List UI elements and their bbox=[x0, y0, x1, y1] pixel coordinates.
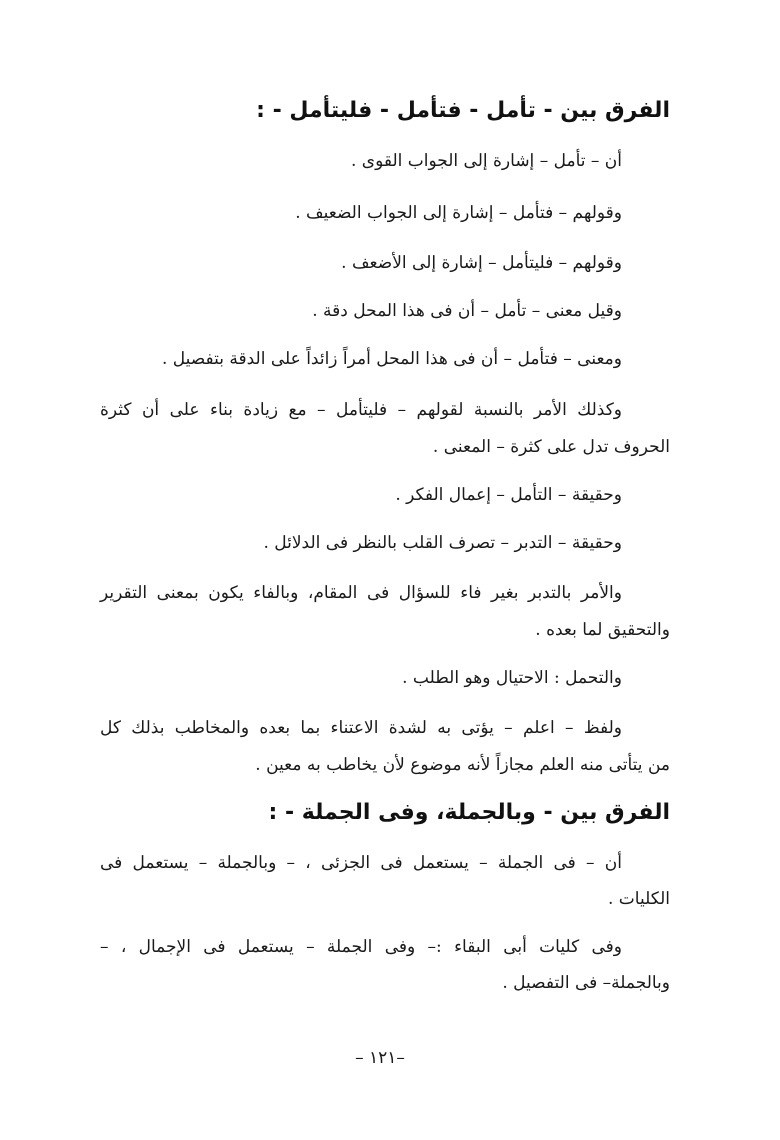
paragraph-11-line-2: من يتأتى منه العلم مجازاً لأنه موضوع لأن يخاطب به معين . bbox=[255, 755, 670, 775]
paragraph-13-line-2: وبالجملة– فى التفصيل . bbox=[502, 973, 670, 993]
paragraph-13-line-1: وفى كليات أبى البقاء :– وفى الجملة – يستعمل فى الإجمال ، – bbox=[100, 937, 622, 957]
paragraph-6-line-1: وكذلك الأمر بالنسبة لقولهم – فليتأمل – مع زيادة بناء على أن كثرة bbox=[100, 400, 622, 420]
paragraph-8: وحقيقة – التدبر – تصرف القلب بالنظر فى الدلائل . bbox=[263, 533, 622, 553]
paragraph-2: وقولهم – فتأمل – إشارة إلى الجواب الضعيف . bbox=[295, 203, 622, 223]
paragraph-11-line-1: ولفظ – اعلم – يؤتى به لشدة الاعتناء بما بعده والمخاطب بذلك كل bbox=[100, 718, 622, 738]
paragraph-1: أن – تأمل – إشارة إلى الجواب القوى . bbox=[350, 151, 622, 171]
paragraph-3: وقولهم – فليتأمل – إشارة إلى الأضعف . bbox=[341, 253, 622, 273]
paragraph-12-line-2: الكليات . bbox=[607, 889, 670, 909]
paragraph-5: ومعنى – فتأمل – أن فى هذا المحل أمراً زائداً على الدقة بتفصيل . bbox=[161, 349, 622, 369]
paragraph-4: وقيل معنى – تأمل – أن فى هذا المحل دقة . bbox=[312, 301, 622, 321]
page-number: –١٢١ – bbox=[355, 1048, 405, 1068]
section-heading-taammul: الفرق بين - تأمل - فتأمل - فليتأمل - : bbox=[256, 98, 670, 123]
section-heading-jumla: الفرق بين - وبالجملة، وفى الجملة - : bbox=[268, 800, 670, 825]
paragraph-6-line-2: الحروف تدل على كثرة – المعنى . bbox=[432, 437, 670, 457]
paragraph-9-line-1: والأمر بالتدبر بغير فاء للسؤال فى المقام، وبالفاء يكون بمعنى التقرير bbox=[100, 583, 622, 603]
paragraph-7: وحقيقة – التأمل – إعمال الفكر . bbox=[395, 485, 622, 505]
paragraph-10: والتحمل : الاحتيال وهو الطلب . bbox=[402, 668, 622, 688]
paragraph-9-line-2: والتحقيق لما بعده . bbox=[535, 620, 670, 640]
paragraph-12-line-1: أن – فى الجملة – يستعمل فى الجزئى ، – وبالجملة – يستعمل فى bbox=[100, 853, 622, 873]
